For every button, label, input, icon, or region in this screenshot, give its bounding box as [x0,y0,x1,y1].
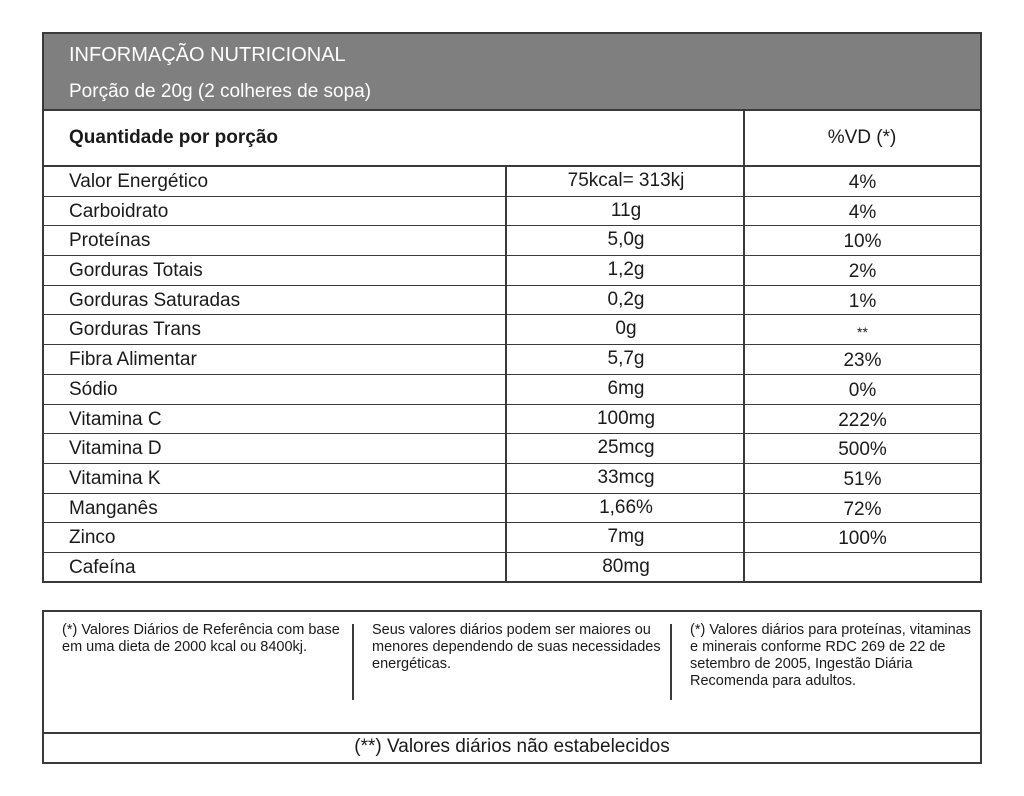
nutrient-daily-value: 23% [843,350,882,372]
table-row [44,494,980,524]
nutrient-name: Sódio [69,378,118,400]
footnote-energy-needs: Seus valores diários podem ser maiores ou menores dependendo de suas necessidades energéticas. [372,622,661,672]
nutrient-daily-value: 2% [848,261,877,283]
nutrient-name: Gorduras Totais [69,260,203,282]
serving-size: Porção de 20g (2 colheres de sopa) [69,81,372,102]
daily-value-header: %VD (*) [827,127,897,148]
nutrient-name: Vitamina D [69,438,162,460]
nutrient-name: Fibra Alimentar [69,349,197,371]
table-row [44,315,980,345]
nutrient-amount: 6mg [607,377,645,399]
nutrient-name: Vitamina C [69,408,162,430]
table-row [44,375,980,405]
table-row [44,523,980,553]
nutrient-daily-value: 72% [843,498,882,520]
table-row [44,405,980,435]
nutrient-name: Zinco [69,527,116,549]
table-row [44,553,980,583]
table-row [44,226,980,256]
table-row [44,286,980,316]
nutrient-amount: 33mcg [597,466,655,488]
nutrient-amount: 80mg [602,555,650,577]
footnote-separator-line [44,732,980,734]
nutrient-daily-value: 500% [838,439,887,461]
column-header-row [44,111,980,167]
footnote-reference-values: (*) Valores Diários de Referência com base em uma dieta de 2000 kcal ou 8400kj. [62,622,340,655]
nutrient-daily-value: 100% [838,528,887,550]
table-row [44,167,980,197]
nutrient-daily-value: 4% [848,172,877,193]
nutrient-amount: 1,2g [607,259,645,281]
nutrient-daily-value: 1% [848,290,877,312]
nutrient-amount: 25mcg [597,437,655,459]
nutrient-daily-value: 51% [843,468,882,490]
nutrient-daily-value: 222% [838,409,887,431]
nutrient-name: Gorduras Saturadas [69,289,241,311]
nutrient-amount: 7mg [607,526,645,548]
footnote-divider [352,624,354,700]
table-row [44,464,980,494]
quantity-per-serving-header: Quantidade por porção [69,127,279,148]
nutrient-name: Cafeína [69,556,136,578]
nutrient-amount: 1,66% [599,496,653,518]
footnote-rdc-269: (*) Valores diários para proteínas, vitaminas e minerais conforme RDC 269 de 22 de setembro de 2005, Ingestão Diária Recomenda para adultos. [690,622,971,689]
nutrient-name: Valor Energético [69,171,209,192]
footnote-not-established: (**) Valores diários não estabelecidos [354,736,670,757]
nutrient-amount: 100mg [596,407,656,429]
nutrient-daily-value: 4% [848,201,877,223]
table-header [44,34,980,111]
nutrient-amount: 75kcal= 313kj [567,170,685,191]
nutrient-name: Vitamina K [69,467,161,489]
nutrient-daily-value: 10% [843,231,882,253]
nutrient-name: Proteínas [69,230,151,252]
nutrient-daily-value: ** [857,324,868,341]
footnote-divider [670,624,672,700]
table-row [44,345,980,375]
nutrient-daily-value: 0% [848,379,877,401]
nutrient-amount: 11g [610,199,642,221]
nutrient-amount: 0,2g [607,288,645,310]
footnotes-box [42,610,982,764]
nutrient-name: Manganês [69,497,158,519]
table-title: INFORMAÇÃO NUTRICIONAL [69,44,346,66]
nutrition-facts-table [42,32,982,583]
nutrient-amount: 5,0g [607,229,645,251]
nutrient-amount: 5,7g [607,348,645,370]
table-row [44,197,980,227]
nutrient-amount: 0g [615,318,637,340]
nutrient-name: Carboidrato [69,200,169,222]
nutrient-name: Gorduras Trans [69,319,201,341]
nutrient-rows [44,167,980,583]
table-row [44,434,980,464]
table-row [44,256,980,286]
